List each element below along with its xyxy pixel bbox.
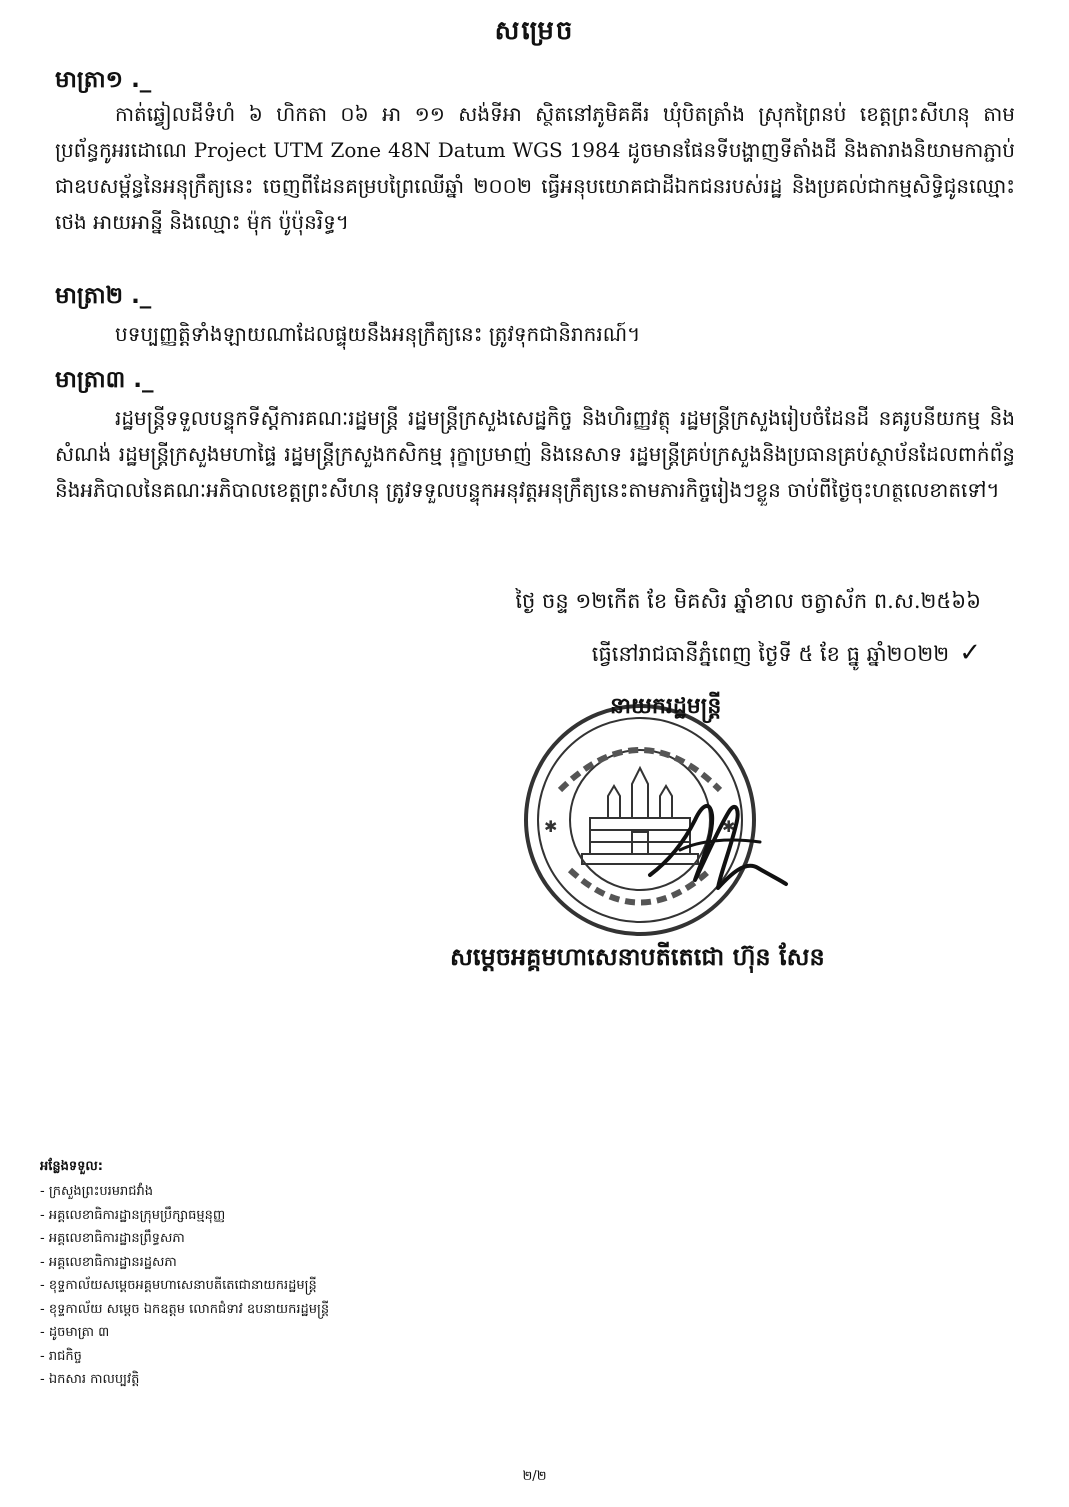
article-3-heading: មាត្រា៣ ._ bbox=[55, 367, 154, 393]
signer-name: សម្តេចអគ្គមហាសេនាបតីតេជោ ហ៊ុន សែន bbox=[450, 943, 825, 971]
article-1-heading: មាត្រា១ ._ bbox=[55, 67, 152, 93]
recipient-item: - អគ្គលេខាធិការដ្ឋានព្រឹទ្ធសភា bbox=[40, 1227, 329, 1251]
solar-date-line bbox=[592, 638, 981, 672]
article-3-text: រដ្ឋមន្ត្រីទទួលបន្ទុកទីស្តីការគណៈរដ្ឋមន្ត្រី រដ្ឋមន្ត្រីក្រសួងសេដ្ឋកិច្ច និងហិរញ្ញវត្ថុ រដ្ឋមន្ត្រីក្រសួងរៀបចំដែនដី នគរូបនីយកម្ម និងសំណង់ រដ្ឋមន្ត្រីក្រសួងមហាផ្ទៃ រដ្ឋមន្ត្រីក្រសួងកសិកម្ម រុក្ខាប្រមាញ់ និងនេសាទ រដ្ឋមន្ត្រីគ្រប់ក្រសួងនិងប្រធានគ្រប់ស្ថាប័នដែលពាក់ព័ន្ធ និងអភិបាលនៃគណៈអភិបាលខេត្តព្រះសីហនុ ត្រូវទទួលបន្ទុកអនុវត្តអនុក្រឹត្យនេះតាមភារកិច្ចរៀងៗខ្លួន ចាប់ពីថ្ងៃចុះហត្ថលេខាតទៅ។ bbox=[55, 406, 1015, 502]
svg-text:✱: ✱ bbox=[722, 817, 736, 836]
article-1-text: កាត់ឆ្វៀលដីទំហំ ៦ ហិកតា ០៦ អា ១១ សង់ទីអា ស្ថិតនៅភូមិគគីរ ឃុំបិតត្រាំង ស្រុកព្រៃនប់ ខេត្តព្រះសីហនុ តាមប្រព័ន្ធកូអរដោណេ Project UTM Zone 48N Datum WGS 1984 ដូចមានផែនទីបង្ហាញទីតាំងដី និងតារាងនិយាមកាភ្ជាប់ជាឧបសម្ព័ន្ធនៃអនុក្រឹត្យនេះ ចេញពីដែនគម្របព្រៃឈើឆ្នាំ ២០០២ ធ្វើអនុបយោគជាដីឯកជនរបស់រដ្ឋ និងប្រគល់ជាកម្មសិទ្ធិជូនឈ្មោះ ថេង អាយអាន្នី និងឈ្មោះ ម៉ុក ប៉ូប៉ុនរិទ្ធ។ bbox=[55, 102, 1015, 234]
recipient-item: - ដូចមាត្រា ៣ bbox=[40, 1321, 329, 1345]
recipients-title: អន្លែងទទួល: bbox=[40, 1159, 103, 1174]
article-3-body bbox=[55, 400, 1015, 508]
recipients-list bbox=[40, 1180, 329, 1392]
decision-title: សម្រេច bbox=[494, 16, 575, 46]
recipient-item: - ខុទ្ទកាល័យ សម្តេច ឯកឧត្តម លោកជំទាវ ឧបនាយករដ្ឋមន្ត្រី bbox=[40, 1298, 329, 1322]
recipient-item: - ក្រសួងព្រះបរមរាជវាំង bbox=[40, 1180, 329, 1204]
solar-date: ធ្វើនៅរាជធានីភ្នំពេញ ថ្ងៃទី ៥ ខែ ធ្នូ ឆ្នាំ២០២២ bbox=[591, 642, 950, 666]
recipient-item: - ខុទ្ទកាល័យសម្តេចអគ្គមហាសេនាបតីតេជោនាយករដ្ឋមន្ត្រី bbox=[40, 1274, 329, 1298]
article-2-body bbox=[55, 316, 1015, 352]
recipient-item: - រាជកិច្ច bbox=[40, 1345, 329, 1369]
check-mark-icon: ✓ bbox=[959, 638, 981, 668]
handwritten-signature-icon bbox=[640, 780, 790, 910]
svg-text:✱: ✱ bbox=[544, 817, 558, 836]
article-1-body bbox=[55, 96, 1015, 240]
recipient-item: - ឯកសារ កាលប្បវត្តិ bbox=[40, 1368, 329, 1392]
recipient-item: - អគ្គលេខាធិការដ្ឋានក្រុមប្រឹក្សាធម្មនុញ្ញ bbox=[40, 1204, 329, 1228]
recipient-item: - អគ្គលេខាធិការដ្ឋានរដ្ឋសភា bbox=[40, 1251, 329, 1275]
page-number: ២/២ bbox=[522, 1469, 547, 1484]
article-2-text: បទប្បញ្ញត្តិទាំងឡាយណាដែលផ្ទុយនឹងអនុក្រឹត្យនេះ ត្រូវទុកជានិរាករណ៍។ bbox=[115, 322, 641, 346]
article-2-heading: មាត្រា២ ._ bbox=[55, 283, 152, 309]
lunar-date: ថ្ងៃ ចន្ទ ១២កើត ខែ មិគសិរ ឆ្នាំខាល ចត្វាស័ក ព.ស.២៥៦៦ bbox=[515, 589, 981, 613]
prime-minister-title: នាយករដ្ឋមន្ត្រី bbox=[610, 694, 722, 719]
